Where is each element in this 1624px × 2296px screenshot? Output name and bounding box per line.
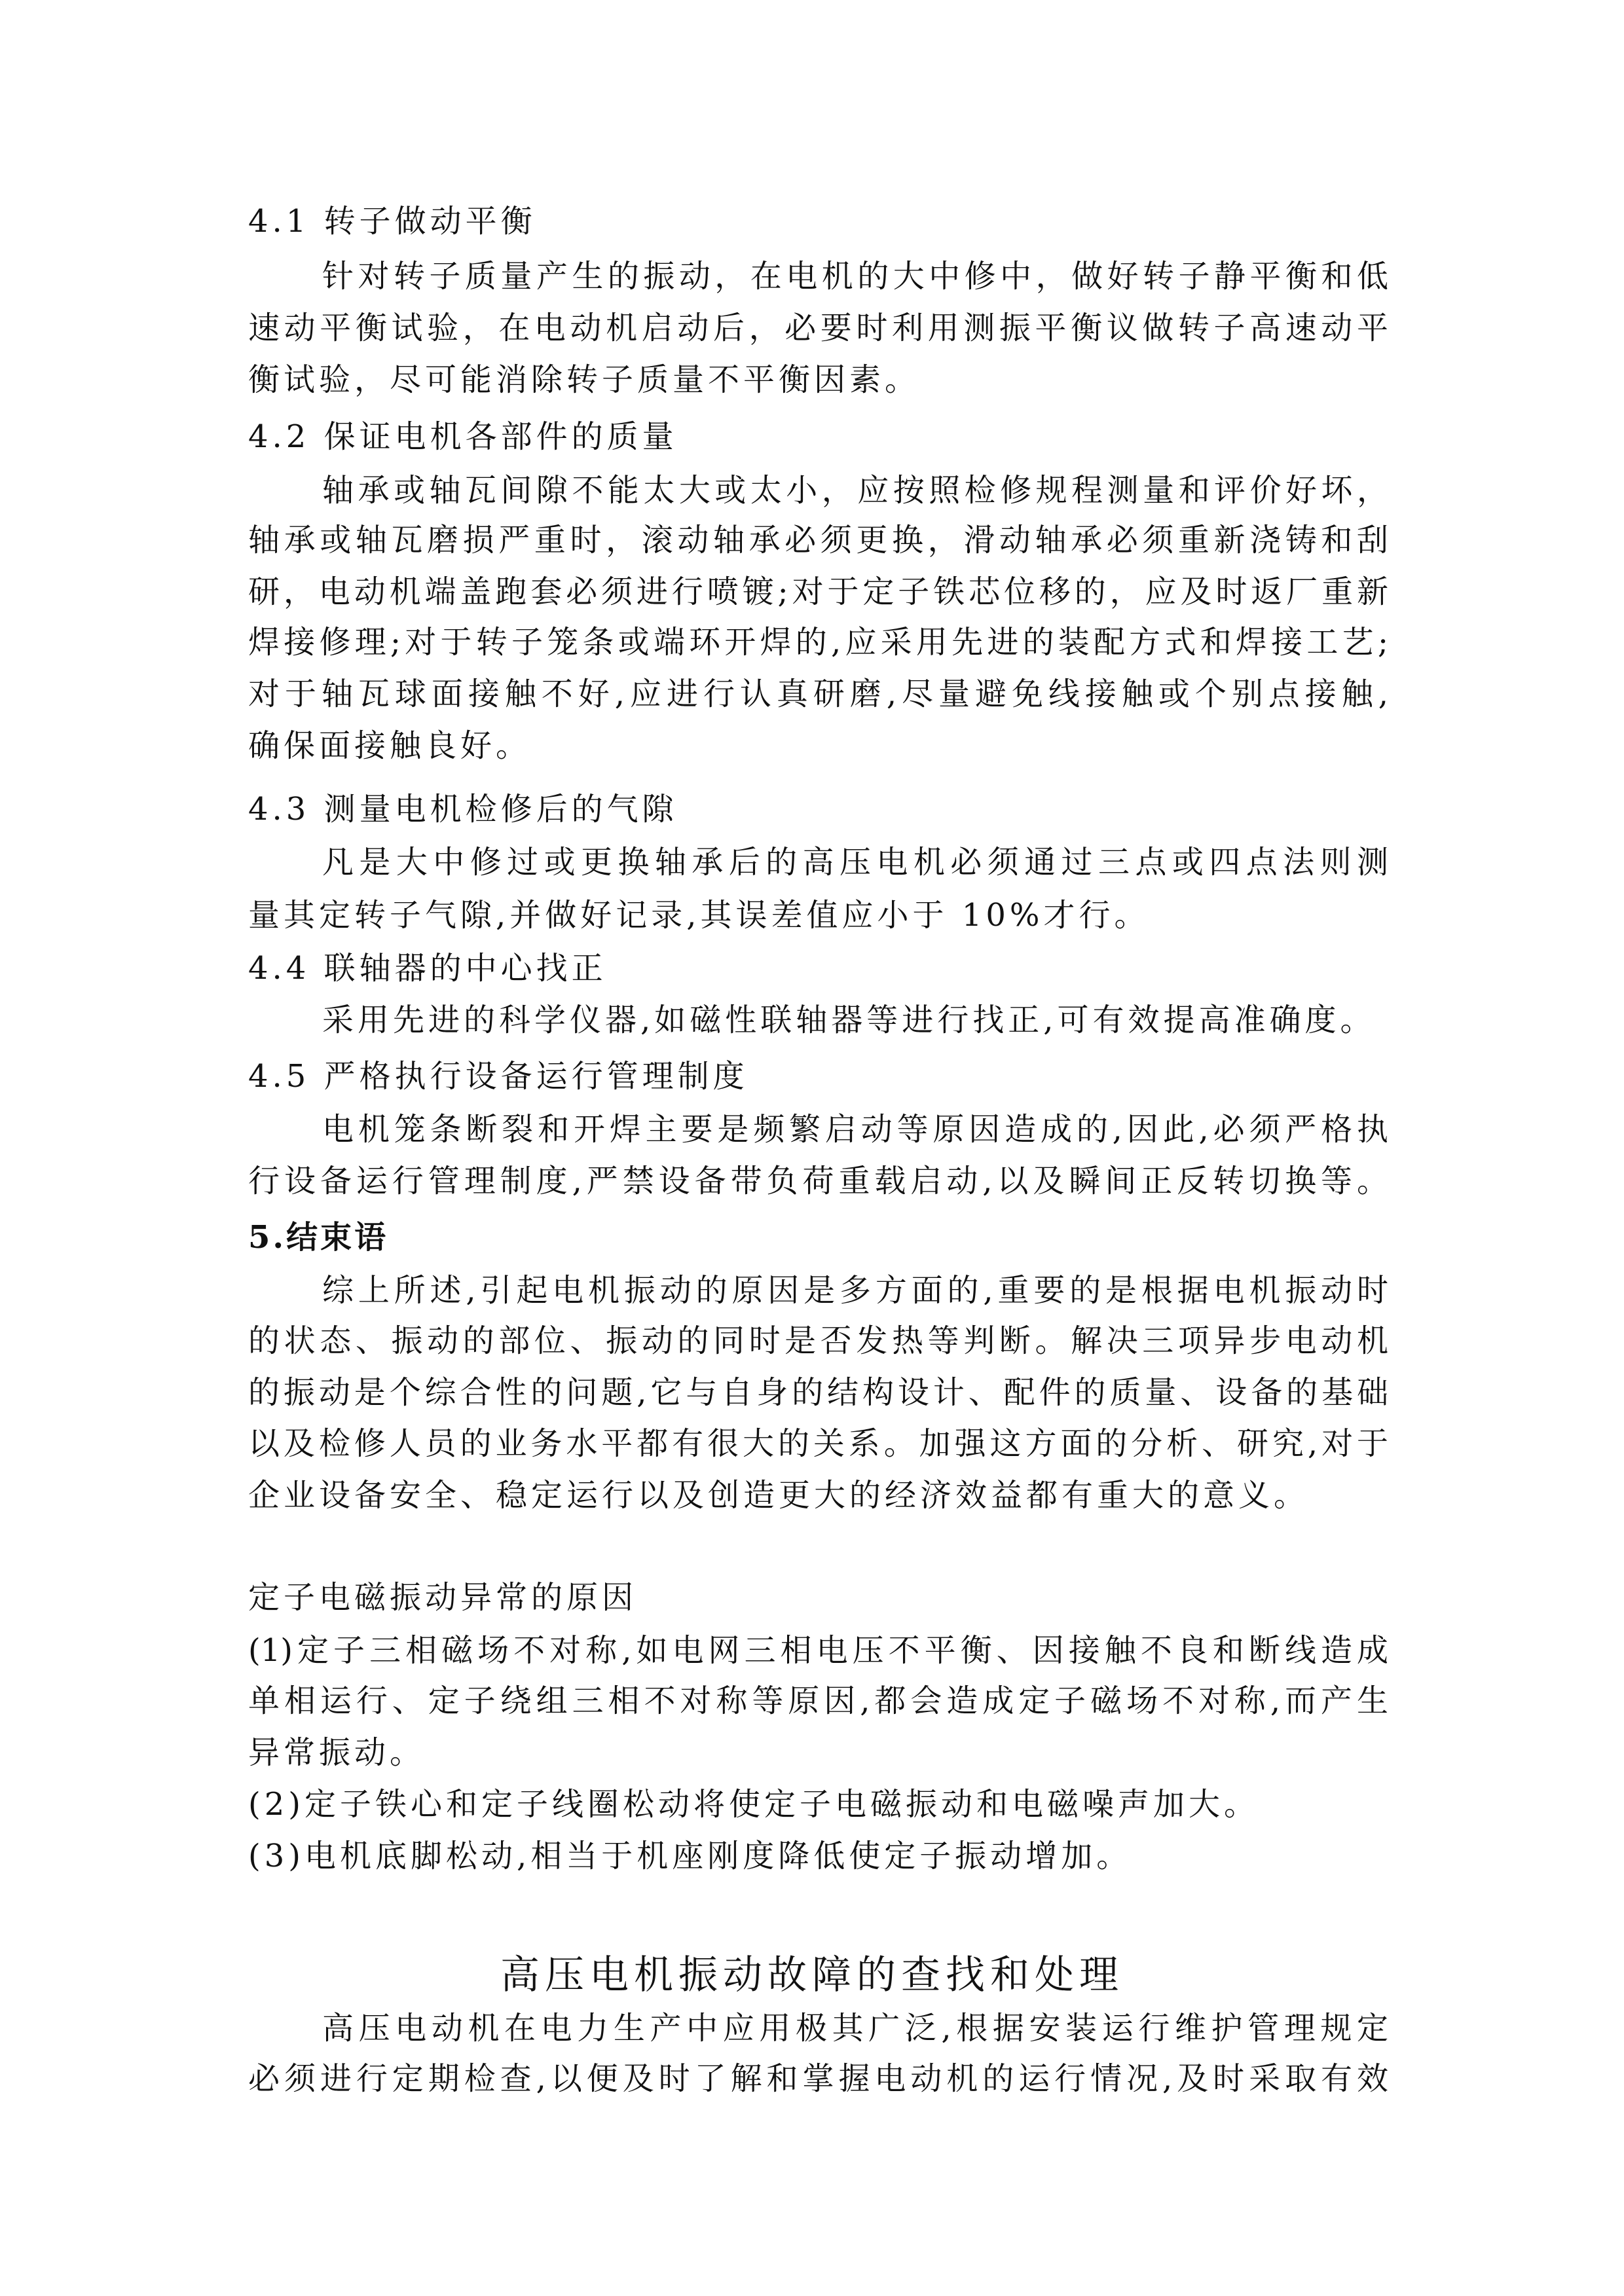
- paragraph-line: 确保面接触良好。: [248, 727, 532, 764]
- section-heading: 5.结束语: [248, 1219, 389, 1256]
- paragraph-line: 速动平衡试验，在电动机启动后，必要时利用测振平衡议做转子高速动平: [248, 310, 1388, 346]
- paragraph-line: (3)电机底脚松动,相当于机座刚度降低使定子振动增加。: [248, 1838, 1132, 1874]
- paragraph-line: 以及检修人员的业务水平都有很大的关系。加强这方面的分析、研究,对于: [248, 1425, 1388, 1462]
- paragraph-line: 异常振动。: [248, 1734, 426, 1771]
- article-title: 高压电机振动故障的查找和处理: [500, 1952, 1124, 1998]
- paragraph-line: 衡试验，尽可能消除转子质量不平衡因素。: [248, 361, 921, 398]
- paragraph-line: (1)定子三相磁场不对称,如电网三相电压不平衡、因接触不良和断线造成: [248, 1632, 1388, 1669]
- paragraph-line: 高压电动机在电力生产中应用极其广泛,根据安装运行维护管理规定: [322, 2010, 1388, 2047]
- paragraph-line: (2)定子铁心和定子线圈松动将使定子电磁振动和电磁噪声加大。: [248, 1786, 1259, 1823]
- paragraph-line: 的振动是个综合性的问题,它与自身的结构设计、配件的质量、设备的基础: [248, 1374, 1388, 1411]
- paragraph-line: 采用先进的科学仪器,如磁性联轴器等进行找正,可有效提高准确度。: [322, 1002, 1376, 1038]
- paragraph-line: 轴承或轴瓦磨损严重时，滚动轴承必须更换，滑动轴承必须重新浇铸和刮: [248, 522, 1388, 558]
- paragraph-line: 的状态、振动的部位、振动的同时是否发热等判断。解决三项异步电动机: [248, 1322, 1388, 1359]
- paragraph-line: 行设备运行管理制度,严禁设备带负荷重载启动,以及瞬间正反转切换等。: [248, 1163, 1388, 1199]
- paragraph-line: 企业设备安全、稳定运行以及创造更大的经济效益都有重大的意义。: [248, 1477, 1310, 1514]
- paragraph-line: 单相运行、定子绕组三相不对称等原因,都会造成定子磁场不对称,而产生: [248, 1683, 1388, 1719]
- paragraph-line: 凡是大中修过或更换轴承后的高压电机必须通过三点或四点法则测: [322, 844, 1388, 881]
- paragraph-line: 轴承或轴瓦间隙不能太大或太小，应按照检修规程测量和评价好坏，: [322, 472, 1388, 509]
- section-heading: 4.1 转子做动平衡: [248, 203, 536, 240]
- paragraph-line: 对于轴瓦球面接触不好,应进行认真研磨,尽量避免线接触或个别点接触,: [248, 676, 1388, 712]
- paragraph-line: 电机笼条断裂和开焊主要是频繁启动等原因造成的,因此,必须严格执: [322, 1111, 1388, 1148]
- paragraph-line: 研，电动机端盖跑套必须进行喷镀;对于定子铁芯位移的，应及时返厂重新: [248, 574, 1388, 610]
- section-heading: 4.2 保证电机各部件的质量: [248, 418, 678, 455]
- paragraph-line: 必须进行定期检查,以便及时了解和掌握电动机的运行情况,及时采取有效: [248, 2060, 1388, 2097]
- paragraph-line: 焊接修理;对于转子笼条或端环开焊的,应采用先进的装配方式和焊接工艺;: [248, 624, 1388, 661]
- section-heading: 定子电磁振动异常的原因: [248, 1579, 638, 1616]
- paragraph-line: 针对转子质量产生的振动，在电机的大中修中，做好转子静平衡和低: [322, 258, 1388, 295]
- section-heading: 4.3 测量电机检修后的气隙: [248, 791, 678, 828]
- paragraph-line: 量其定转子气隙,并做好记录,其误差值应小于 10%才行。: [248, 897, 1150, 934]
- section-heading: 4.5 严格执行设备运行管理制度: [248, 1058, 748, 1095]
- paragraph-line: 综上所述,引起电机振动的原因是多方面的,重要的是根据电机振动时: [322, 1272, 1388, 1309]
- section-heading: 4.4 联轴器的中心找正: [248, 950, 607, 987]
